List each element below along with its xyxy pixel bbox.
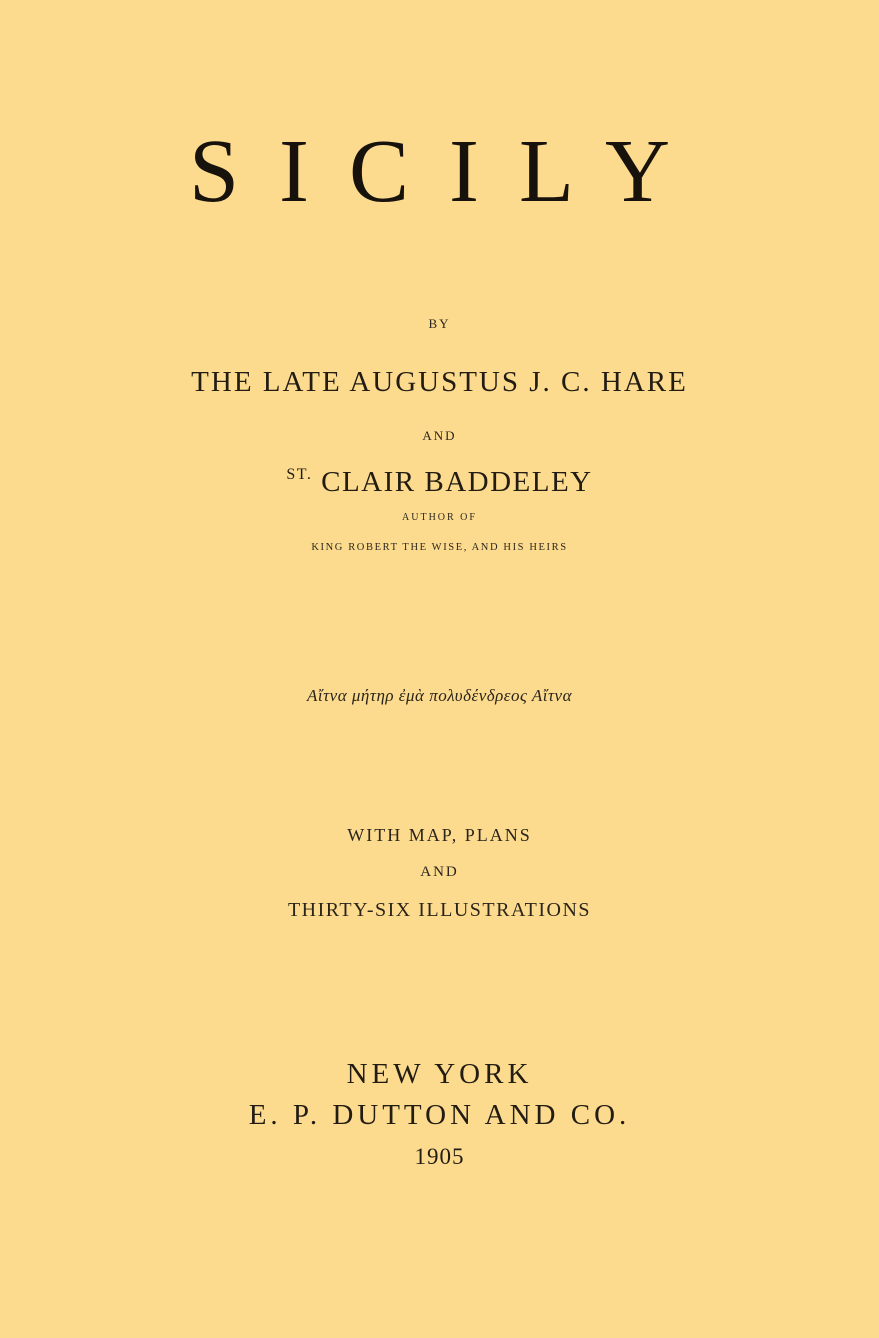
greek-epigraph: Αἴτνα μήτηρ ἐμὰ πολυδένδρεος Αἴτνα xyxy=(306,686,572,705)
imprint-city: NEW YORK xyxy=(346,1058,533,1090)
author-hare: THE LATE AUGUSTUS J. C. HARE xyxy=(191,366,688,398)
author-baddeley xyxy=(0,466,879,499)
contents-note-line-3: THIRTY-SIX ILLUSTRATIONS xyxy=(287,899,592,921)
imprint-publisher: E. P. DUTTON AND CO. xyxy=(248,1099,631,1131)
imprint-year: 1905 xyxy=(414,1144,465,1169)
author-name: CLAIR BADDELEY xyxy=(321,466,593,498)
author-of-label: AUTHOR OF xyxy=(402,512,477,523)
by-line: BY xyxy=(428,316,451,331)
author-prefix: ST. xyxy=(286,466,313,483)
prior-work-title: KING ROBERT THE WISE, AND HIS HEIRS xyxy=(311,542,568,553)
contents-note-line-2: AND xyxy=(420,864,459,880)
contents-note-line-1: WITH MAP, PLANS xyxy=(347,825,532,845)
book-title: SICILY xyxy=(189,122,710,221)
author-conjunction: AND xyxy=(422,428,457,443)
